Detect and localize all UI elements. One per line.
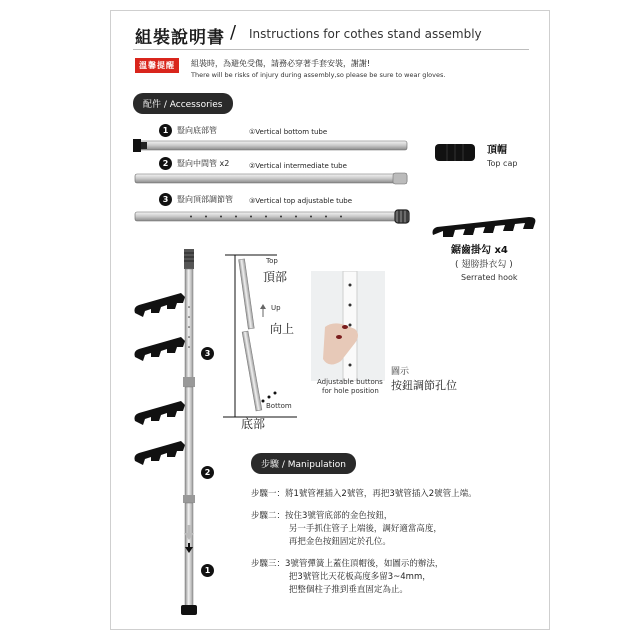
vertical-top-adjustable-tube-image (131, 208, 413, 226)
tube-label: 豎向底部管 (177, 126, 217, 135)
instruction-sheet (110, 10, 550, 630)
hook-label-english: Serrated hook (461, 273, 518, 282)
pole-number-badge: 1 (201, 564, 214, 577)
top-label: 頂部 (263, 270, 288, 284)
serrated-hook-image (429, 209, 539, 241)
tube-number-badge: 3 (159, 193, 172, 206)
illustration-label: 圖示 (391, 367, 410, 377)
tube-label: 豎向中間管 x2 (177, 159, 230, 168)
pole-number-badge: 2 (201, 466, 214, 479)
tube-label-english: ②Vertical intermediate tube (249, 162, 347, 170)
warning-badge: 溫馨提醒 (135, 58, 179, 73)
tube-number-badge: 1 (159, 124, 172, 137)
hook-label-sub: ( 翅膀掛衣勾 ) (455, 260, 513, 270)
page-title-english: Instructions for cothes stand assembly (249, 27, 482, 41)
hole-position-label-english: for hole position (322, 387, 379, 395)
step-three-text: 步驟三：3號管彈簧上蓋住頂帽後，如圖示的辦法， 把3號管比天花板高度多留3~4mm， 把整個柱子推到垂直固定為止。 (251, 559, 444, 595)
tube-number-badge: 2 (159, 157, 172, 170)
accessories-pill: 配件 / Accessories (133, 93, 233, 114)
up-label: 向上 (270, 322, 295, 336)
hook-label: 鋸齒掛勾 x4 (451, 245, 508, 256)
adjustable-buttons-label-english: Adjustable buttons (317, 378, 383, 386)
bottom-label: 底部 (241, 417, 266, 431)
step-one-text: 步驟一：將1號管裡插入2號管，再把3號管插入2號管上端。 (251, 489, 477, 499)
step-two-text: 步驟二：按住3號管底部的金色按鈕， 另一手抓住管子上端後，調好適當高度， 再把金色按鈕固定於孔位。 (251, 511, 442, 547)
top-cap-label: 頂帽 (487, 145, 507, 156)
hand-pressing-button-illustration (311, 271, 385, 381)
page-title: 組裝說明書 (135, 28, 225, 48)
tube-label: 豎向頂部調節管 (177, 195, 233, 204)
header-divider (133, 49, 529, 50)
pole-number-badge: 3 (201, 347, 214, 360)
title-separator: / (230, 22, 237, 43)
vertical-bottom-tube-image (131, 136, 413, 156)
warning-text-english: There will be risks of injury during assembly,so please be sure to wear gloves. (191, 71, 446, 79)
assembled-pole-diagram (133, 247, 233, 619)
up-label-english: Up (271, 304, 281, 312)
bottom-label-english: Bottom (266, 402, 292, 410)
height-adjust-diagram (223, 251, 299, 423)
tube-label-english: ①Vertical bottom tube (249, 128, 328, 136)
top-cap-image (433, 141, 477, 165)
warning-text: 組裝時，為避免受傷，請務必穿著手套安裝，謝謝! (191, 59, 371, 68)
manipulation-pill: 步驟 / Manipulation (251, 453, 356, 474)
button-press-photo (311, 271, 385, 381)
top-label-english: Top (266, 257, 278, 265)
adjust-button-label: 按鈕調節孔位 (391, 379, 457, 392)
tube-label-english: ③Vertical top adjustable tube (249, 197, 353, 205)
top-cap-label-english: Top cap (487, 159, 518, 168)
vertical-intermediate-tube-image (131, 171, 413, 187)
